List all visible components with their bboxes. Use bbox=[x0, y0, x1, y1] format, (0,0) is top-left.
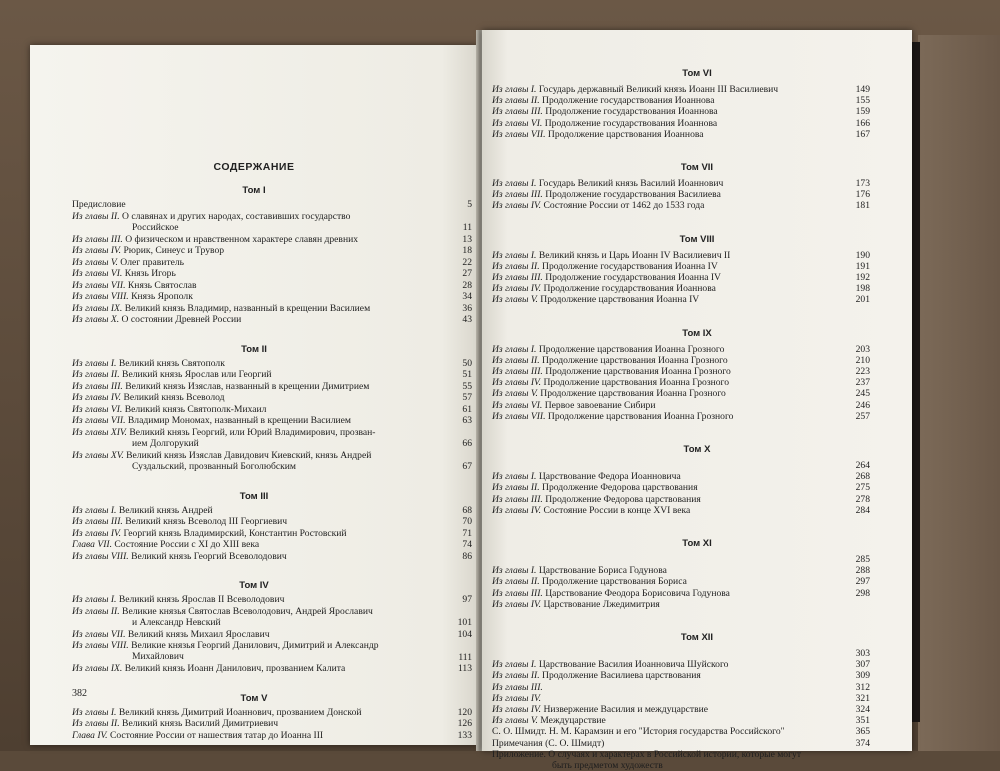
page-ref: 133 bbox=[457, 729, 472, 741]
toc-entry bbox=[72, 516, 472, 527]
toc-entry bbox=[72, 314, 472, 325]
volume-heading: Том III bbox=[239, 490, 269, 502]
volume-heading: Том X bbox=[683, 444, 711, 455]
chapter-title: Состояние России от нашествия татар до Иоанна III bbox=[109, 729, 324, 741]
page-ref: 201 bbox=[855, 294, 870, 306]
toc-entry bbox=[72, 369, 472, 380]
chapter-label: Из главы III. bbox=[492, 272, 543, 283]
page-ref: 210 bbox=[855, 354, 870, 366]
chapter-title: Продолжение государствования Иоаннова bbox=[542, 95, 715, 107]
chapter-title: Продолжение Василиева царствования bbox=[542, 670, 701, 682]
chapter-label: Глава IV. bbox=[72, 729, 108, 741]
chapter-label: Из главы III. bbox=[492, 106, 543, 118]
chapter-title: Продолжение царствования Иоанна Грозного bbox=[538, 343, 725, 355]
toc-entry bbox=[72, 392, 472, 403]
page-ref: 351 bbox=[855, 715, 870, 727]
chapter-label: Из главы III. bbox=[72, 233, 123, 245]
chapter-label: Из главы III. bbox=[492, 189, 543, 201]
chapter-label: Из главы I. bbox=[72, 357, 117, 369]
chapter-title: Великий князь Георгий, или Юрий Владимирович, прозван- bbox=[129, 426, 376, 438]
volume-heading: Том IX bbox=[682, 327, 712, 339]
toc-entry bbox=[72, 640, 472, 662]
page-ref: 97 bbox=[462, 594, 472, 605]
chapter-title: Продолжение царствования Иоанна Грозного bbox=[543, 377, 730, 389]
toc-entry bbox=[72, 303, 472, 314]
page-ref: 22 bbox=[462, 256, 472, 268]
chapter-label: Из главы III. bbox=[492, 493, 543, 505]
page-ref: 113 bbox=[457, 663, 472, 674]
chapter-title: Продолжение государствования Василиева bbox=[545, 189, 721, 201]
chapter-label: Из главы IV. bbox=[492, 598, 542, 610]
page-ref: 66 bbox=[462, 438, 472, 449]
chapter-label: Из главы II. bbox=[72, 210, 120, 222]
toc-entry bbox=[72, 606, 472, 628]
chapter-title: Низвержение Василия и междуцарствие bbox=[543, 704, 709, 715]
chapter-title: Приложение. О случаях и характерах в Российской истории, которые могут bbox=[492, 748, 802, 760]
page-ref: 61 bbox=[462, 403, 472, 415]
toc-entry bbox=[72, 415, 472, 426]
chapter-label: Из главы I. bbox=[492, 659, 537, 671]
page-ref: 43 bbox=[462, 314, 472, 325]
chapter-title: Георгий князь Владимирский, Константин Ростовский bbox=[123, 527, 347, 539]
chapter-title: Царствование Бориса Годунова bbox=[538, 565, 667, 577]
toc-entry bbox=[492, 294, 870, 305]
page-ref: 268 bbox=[855, 471, 870, 483]
toc-entry bbox=[72, 707, 472, 718]
chapter-title: Предисловие bbox=[72, 199, 126, 210]
chapter-label: Из главы I. bbox=[492, 565, 537, 577]
toc-entry bbox=[492, 471, 870, 482]
chapter-label: Из главы IV. bbox=[492, 704, 542, 715]
chapter-label: Из главы I. bbox=[72, 594, 117, 605]
page-ref: 126 bbox=[457, 718, 472, 729]
chapter-title: Великий князь Владимир, названный в крещении Василием bbox=[124, 302, 371, 314]
page-ref: 120 bbox=[457, 706, 472, 718]
chapter-label: Из главы I. bbox=[492, 471, 537, 483]
chapter-title: Великие князья Святослав Всеволодович, Андрей Ярославич bbox=[122, 605, 373, 617]
toc-entry bbox=[492, 659, 870, 670]
chapter-title: Великий князь Василий Димитриевич bbox=[122, 718, 279, 729]
page-ref: 74 bbox=[462, 539, 472, 550]
chapter-title-continued: быть предметом художеств bbox=[552, 759, 663, 771]
toc-entry bbox=[72, 427, 472, 449]
chapter-label: Глава VII. bbox=[72, 539, 112, 550]
toc-entry bbox=[72, 539, 472, 550]
page-ref: 104 bbox=[457, 628, 472, 640]
toc-entry bbox=[492, 726, 870, 737]
page-ref: 13 bbox=[462, 233, 472, 245]
toc-entry bbox=[492, 189, 870, 200]
chapter-title: Государь державный Великий князь Иоанн III Василиевич bbox=[538, 84, 779, 95]
toc-entry bbox=[492, 272, 870, 283]
page-ref: 68 bbox=[462, 504, 472, 516]
volume-heading: Том IV bbox=[239, 580, 269, 591]
page-ref: 155 bbox=[855, 95, 870, 107]
page-ref: 321 bbox=[855, 692, 870, 704]
chapter-label: Из главы VII. bbox=[492, 410, 546, 422]
chapter-title: Великий князь и Царь Иоанн IV Василиевич II bbox=[538, 249, 731, 261]
page-ref: 50 bbox=[462, 357, 472, 369]
toc-entry bbox=[72, 718, 472, 729]
chapter-title: Князь Игорь bbox=[124, 268, 176, 279]
chapter-label: Из главы XIV. bbox=[72, 426, 127, 438]
chapter-title: Царствование Феодора Борисовича Годунова bbox=[545, 587, 730, 599]
toc-entry bbox=[72, 211, 472, 233]
chapter-title: Князь Ярополк bbox=[131, 291, 193, 302]
page-ref: 288 bbox=[855, 565, 870, 577]
chapter-label: Из главы VII. bbox=[72, 279, 126, 291]
chapter-label: Из главы II. bbox=[492, 354, 540, 366]
toc-entry bbox=[492, 588, 870, 599]
page-ref: 149 bbox=[855, 84, 870, 95]
chapter-title: Великий князь Изяслав Давидович Киевский, князь Андрей bbox=[126, 449, 372, 461]
chapter-label: Из главы VIII. bbox=[72, 640, 129, 651]
toc-entry bbox=[72, 404, 472, 415]
chapter-title: О физическом и нравственном характере славян древних bbox=[125, 233, 359, 245]
chapter-label: Из главы IV. bbox=[72, 527, 122, 539]
page-ref: 176 bbox=[855, 189, 870, 201]
toc-entry bbox=[492, 118, 870, 129]
chapter-title: Великий князь Иоанн Данилович, прозванием Калита bbox=[124, 663, 346, 674]
toc-entry bbox=[492, 670, 870, 681]
chapter-label: Из главы V. bbox=[492, 294, 538, 306]
page-ref: 312 bbox=[855, 681, 870, 693]
page-ref: 86 bbox=[462, 550, 472, 562]
page-ref: 36 bbox=[462, 302, 472, 314]
chapter-title: Продолжение царствования Иоанна IV bbox=[540, 294, 700, 306]
toc-entry bbox=[492, 344, 870, 355]
page-ref: 246 bbox=[855, 399, 870, 411]
toc-entry bbox=[492, 400, 870, 411]
volume-heading: Том I bbox=[242, 185, 266, 196]
chapter-title: О славянах и других народах, составивших государство bbox=[122, 210, 351, 222]
chapter-title: Примечания (С. О. Шмидт) bbox=[492, 737, 605, 749]
chapter-label: Из главы VII. bbox=[72, 628, 126, 640]
toc-entry bbox=[492, 355, 870, 366]
chapter-label: Из главы XV. bbox=[72, 449, 124, 461]
chapter-title: Продолжение царствования Иоанна Грозного bbox=[540, 388, 726, 400]
chapter-label: Из главы V. bbox=[72, 256, 118, 268]
page-ref: 298 bbox=[855, 587, 870, 599]
chapter-title-continued: Михайлович bbox=[132, 651, 184, 662]
toc-entry bbox=[492, 106, 870, 117]
toc-entry bbox=[72, 234, 472, 245]
volume-heading: Том XI bbox=[682, 538, 712, 549]
chapter-title: Великий князь Андрей bbox=[118, 504, 213, 516]
toc-entry bbox=[72, 199, 472, 210]
chapter-title-continued: Российское bbox=[132, 221, 179, 233]
chapter-label: Из главы I. bbox=[492, 343, 537, 355]
chapter-title-continued: и Александр Невский bbox=[132, 616, 221, 628]
toc-entry bbox=[492, 576, 870, 587]
page-ref: 111 bbox=[458, 651, 472, 663]
chapter-label: Из главы IV. bbox=[492, 200, 542, 212]
page-ref: 27 bbox=[462, 268, 472, 279]
page-ref: 374 bbox=[855, 737, 870, 749]
toc-entry bbox=[72, 663, 472, 674]
toc-entry bbox=[72, 730, 472, 741]
page-ref: 173 bbox=[855, 178, 870, 189]
chapter-label: Из главы I. bbox=[492, 178, 537, 189]
chapter-label: Из главы IX. bbox=[72, 302, 123, 314]
right-page bbox=[482, 30, 912, 771]
toc-entry bbox=[72, 505, 472, 516]
chapter-title: Великий князь Ярослав II Всеволодович bbox=[118, 594, 285, 605]
page-ref: 71 bbox=[462, 527, 472, 539]
toc-entry bbox=[72, 450, 472, 472]
page-ref: 257 bbox=[855, 410, 870, 422]
toc-entry bbox=[492, 200, 870, 211]
volume-heading: Том V bbox=[240, 692, 268, 704]
chapter-title: Продолжение царствования Иоанна Грозного bbox=[542, 354, 728, 366]
book-cover-edge bbox=[918, 35, 1000, 751]
toc-entry bbox=[72, 594, 472, 605]
chapter-title-continued: Суздальский, прозванный Боголюбским bbox=[132, 460, 297, 472]
page-ref: 198 bbox=[855, 283, 870, 295]
page-ref: 365 bbox=[855, 726, 870, 738]
toc-entry bbox=[492, 283, 870, 294]
chapter-title: Продолжение царствования Иоанна Грозного bbox=[545, 366, 731, 377]
chapter-title: Государь Великий князь Василий Иоаннович bbox=[538, 178, 724, 189]
chapter-title: Великий князь Георгий Всеволодович bbox=[131, 550, 287, 562]
chapter-label: Из главы II. bbox=[492, 670, 540, 682]
page-ref: 303 bbox=[855, 648, 870, 659]
page-ref: 203 bbox=[855, 343, 870, 355]
toc-entry bbox=[492, 84, 870, 95]
volume-heading: Том VIII bbox=[679, 233, 715, 245]
volume-heading: Том VII bbox=[680, 162, 714, 173]
page-ref: 297 bbox=[855, 576, 870, 588]
chapter-title: Великий князь Святополк-Михаил bbox=[124, 403, 267, 415]
chapter-title: Продолжение Федорова царствования bbox=[545, 493, 701, 505]
chapter-label: Из главы VIII. bbox=[72, 291, 129, 302]
page-ref: 181 bbox=[855, 200, 870, 212]
toc-entry bbox=[492, 749, 870, 771]
chapter-title: Великий князь Михаил Ярославич bbox=[127, 628, 270, 640]
page-ref: 307 bbox=[855, 659, 870, 671]
chapter-label: Из главы II. bbox=[72, 369, 120, 380]
page-ref: 190 bbox=[855, 249, 870, 261]
chapter-title: Состояние России с XI до XIII века bbox=[114, 539, 260, 550]
page-ref: 223 bbox=[855, 366, 870, 377]
page-ref: 191 bbox=[855, 260, 870, 272]
chapter-title: Продолжение государствования Иоанна IV bbox=[542, 260, 718, 272]
chapter-title-continued: ием Долгорукий bbox=[132, 437, 199, 449]
chapter-label: Из главы I. bbox=[492, 84, 537, 95]
chapter-label: Из главы VI. bbox=[72, 268, 123, 279]
chapter-title: Великий князь Всеволод bbox=[123, 392, 225, 403]
toc-entry bbox=[72, 528, 472, 539]
page-ref: 101 bbox=[457, 617, 472, 628]
chapter-label: Из главы III. bbox=[72, 516, 123, 527]
chapter-title: Великий князь Святополк bbox=[118, 357, 225, 369]
page-ref: 67 bbox=[462, 461, 472, 472]
page-ref: 245 bbox=[855, 388, 870, 400]
chapter-title: Олег правитель bbox=[120, 256, 185, 268]
toc-entry bbox=[72, 358, 472, 369]
chapter-label: Из главы IV. bbox=[492, 504, 542, 516]
toc-entry bbox=[72, 280, 472, 291]
page-ref: 275 bbox=[855, 482, 870, 494]
chapter-label: Из главы IX. bbox=[72, 663, 123, 674]
chapter-label: Из главы IV. bbox=[492, 283, 542, 295]
toc-entry bbox=[492, 411, 870, 422]
chapter-label: Из главы VI. bbox=[492, 399, 543, 411]
toc-entry bbox=[72, 268, 472, 279]
chapter-label: Из главы III. bbox=[72, 380, 123, 392]
chapter-label: Из главы VII. bbox=[492, 128, 546, 140]
chapter-label: Из главы III. bbox=[492, 587, 543, 599]
toc-entry bbox=[492, 377, 870, 388]
chapter-title: Продолжение государствования Иоаннова bbox=[544, 117, 718, 129]
toc-entry bbox=[492, 704, 870, 715]
chapter-title: Владимир Мономах, названный в крещении Василием bbox=[127, 415, 351, 426]
chapter-title: Князь Святослав bbox=[127, 279, 197, 291]
page-ref: 324 bbox=[855, 704, 870, 715]
chapter-title: Продолжение государствования Иоанна IV bbox=[545, 272, 721, 283]
chapter-label: Из главы II. bbox=[492, 482, 540, 494]
chapter-label: Из главы III. bbox=[492, 366, 543, 377]
chapter-label: Из главы II. bbox=[492, 576, 540, 588]
chapter-label: Из главы III. bbox=[492, 681, 543, 693]
chapter-label: Из главы IV. bbox=[492, 377, 542, 389]
chapter-title: Продолжение царствования Бориса bbox=[542, 576, 687, 588]
page-ref: 166 bbox=[855, 117, 870, 129]
chapter-label: Из главы II. bbox=[492, 95, 540, 107]
chapter-title: Царствование Лжедимитрия bbox=[543, 598, 660, 610]
page-ref: 192 bbox=[855, 272, 870, 283]
chapter-title: Рюрик, Синеус и Трувор bbox=[123, 245, 225, 256]
toc-entry bbox=[72, 257, 472, 268]
page-ref: 237 bbox=[855, 377, 870, 389]
chapter-title: Великий князь Всеволод III Георгиевич bbox=[125, 516, 288, 527]
toc-entry bbox=[72, 551, 472, 562]
chapter-title: Царствование Федора Иоанновича bbox=[538, 471, 681, 483]
toc-entry bbox=[492, 129, 870, 140]
page-ref: 28 bbox=[462, 279, 472, 291]
chapter-title: Великие князья Георгий Данилович, Димитрий и Александр bbox=[131, 640, 379, 651]
chapter-label: Из главы I. bbox=[492, 249, 537, 261]
page-ref: 70 bbox=[462, 516, 472, 527]
toc-entry bbox=[72, 245, 472, 256]
chapter-title: Состояние России в конце XVI века bbox=[543, 504, 691, 516]
chapter-label: Из главы VII. bbox=[72, 415, 126, 426]
toc-entry bbox=[492, 693, 870, 704]
page-ref: 278 bbox=[855, 493, 870, 505]
chapter-title: Великий князь Димитрий Иоаннович, прозванием Донской bbox=[118, 706, 362, 718]
page-ref: 18 bbox=[462, 245, 472, 256]
chapter-title: Продолжение государствования Иоаннова bbox=[543, 283, 716, 295]
page-ref: 264 bbox=[855, 460, 870, 471]
toc-entry bbox=[492, 599, 870, 610]
chapter-title: Междуцарствие bbox=[540, 715, 606, 727]
page-number: 382 bbox=[72, 688, 87, 699]
chapter-title: Продолжение Федорова царствования bbox=[542, 482, 698, 494]
toc-entry bbox=[72, 291, 472, 302]
toc-entry bbox=[492, 565, 870, 576]
chapter-label: Из главы X. bbox=[72, 314, 120, 325]
chapter-title: Великий князь Ярослав или Георгий bbox=[122, 369, 272, 380]
toc-entry bbox=[492, 388, 870, 399]
toc-entry bbox=[492, 366, 870, 377]
chapter-label: Из главы IV. bbox=[72, 245, 122, 256]
volume-heading: Том II bbox=[241, 343, 267, 355]
chapter-title: С. О. Шмидт. Н. М. Карамзин и его "История государства Российского" bbox=[492, 726, 785, 738]
left-page bbox=[30, 45, 478, 745]
toc-entry bbox=[492, 715, 870, 726]
chapter-label: Из главы VI. bbox=[72, 403, 123, 415]
chapter-title: Великий князь Изяслав, названный в крещении Димитрием bbox=[125, 380, 370, 392]
toc-entry bbox=[492, 250, 870, 261]
page-ref: 57 bbox=[462, 392, 472, 403]
toc-entry bbox=[72, 381, 472, 392]
chapter-label: Из главы IV. bbox=[72, 392, 122, 403]
volume-heading: Том VI bbox=[682, 68, 712, 79]
page-title: СОДЕРЖАНИЕ bbox=[213, 161, 295, 173]
chapter-title: Состояние России от 1462 до 1533 года bbox=[543, 200, 705, 212]
chapter-title: Продолжение государствования Иоаннова bbox=[545, 106, 718, 118]
chapter-label: Из главы II. bbox=[492, 260, 540, 272]
toc-entry bbox=[492, 95, 870, 106]
page-ref: 11 bbox=[462, 222, 472, 233]
toc-entry bbox=[492, 494, 870, 505]
page-ref: 284 bbox=[855, 504, 870, 516]
page-ref: 285 bbox=[855, 554, 870, 565]
chapter-label: Из главы II. bbox=[72, 605, 120, 617]
page-ref: 34 bbox=[462, 291, 472, 302]
page-ref: 63 bbox=[462, 415, 472, 426]
page-ref: 159 bbox=[855, 106, 870, 118]
chapter-title: Продолжение царствования Иоанна Грозного bbox=[547, 410, 734, 422]
page-ref: 167 bbox=[855, 128, 870, 140]
toc-entry bbox=[492, 682, 870, 693]
toc-entry bbox=[492, 261, 870, 272]
chapter-label: Из главы IV. bbox=[492, 692, 542, 704]
volume-heading: Том XII bbox=[680, 632, 714, 643]
page-ref: 55 bbox=[462, 380, 472, 392]
chapter-label: Из главы V. bbox=[492, 715, 538, 727]
chapter-label: Из главы VIII. bbox=[72, 550, 129, 562]
page-ref: 51 bbox=[462, 369, 472, 380]
chapter-label: Из главы II. bbox=[72, 718, 120, 729]
chapter-label: Из главы V. bbox=[492, 388, 538, 400]
page-ref: 5 bbox=[467, 199, 472, 210]
chapter-label: Из главы I. bbox=[72, 504, 117, 516]
toc-entry bbox=[492, 738, 870, 749]
chapter-title: Царствование Василия Иоанновича Шуйского bbox=[538, 659, 729, 671]
chapter-title: Первое завоевание Сибири bbox=[544, 399, 656, 411]
chapter-title: О состоянии Древней России bbox=[121, 314, 242, 325]
chapter-label: Из главы I. bbox=[72, 706, 117, 718]
page-ref: 309 bbox=[855, 670, 870, 682]
toc-entry bbox=[492, 482, 870, 493]
chapter-title: Продолжение царствования Иоаннова bbox=[547, 128, 704, 140]
toc-entry bbox=[492, 178, 870, 189]
toc-entry bbox=[72, 629, 472, 640]
toc-entry bbox=[492, 505, 870, 516]
chapter-label: Из главы VI. bbox=[492, 117, 543, 129]
